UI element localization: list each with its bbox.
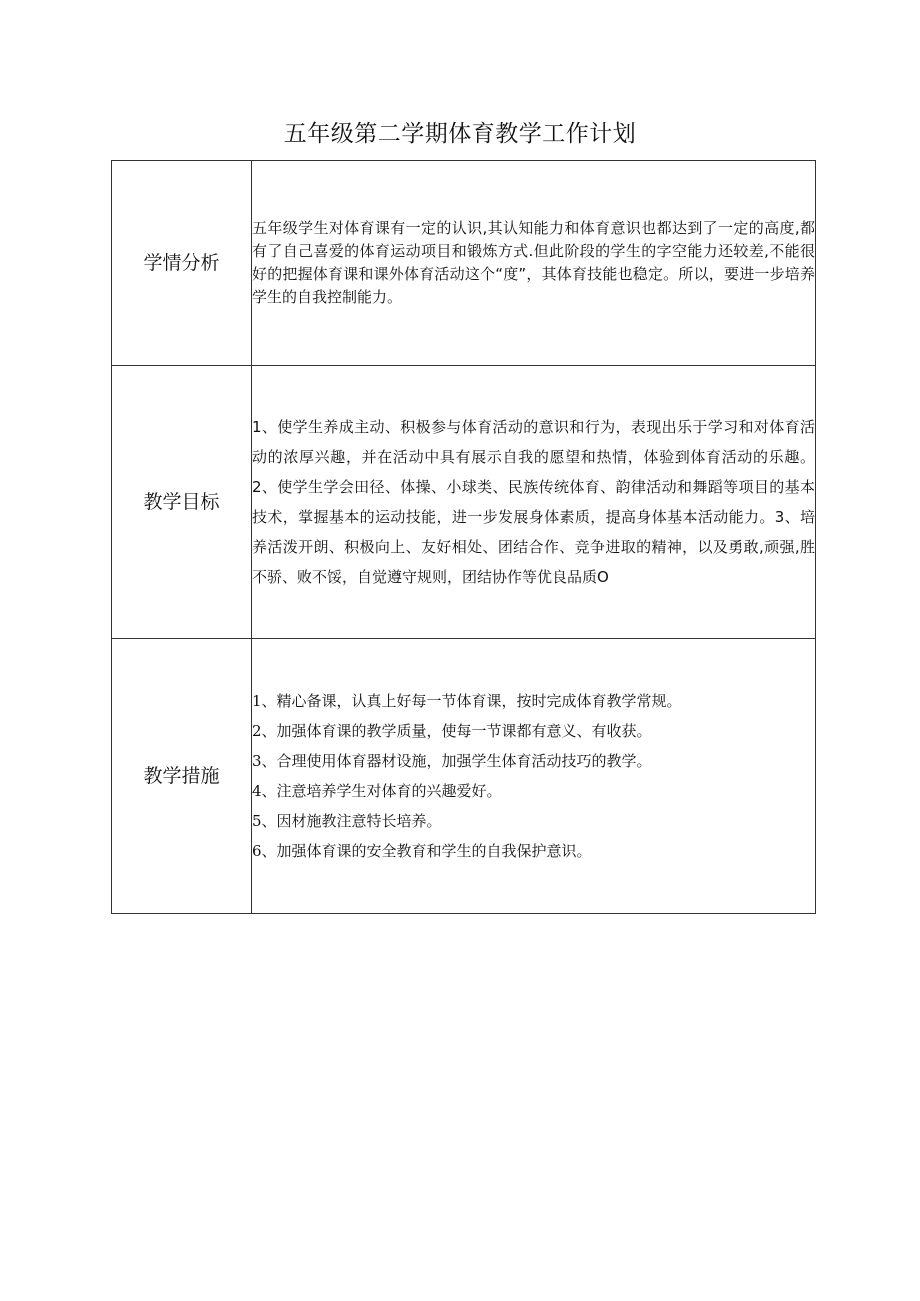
list-item-text: 、精心备课，认真上好每一节体育课，按时完成体育教学常规。 <box>261 692 682 710</box>
list-item-text: 、注意培养学生对体育的兴趣爱好。 <box>261 782 502 800</box>
page-title: 五年级第二学期体育教学工作计划 <box>283 121 637 147</box>
list-item <box>252 836 815 866</box>
table-row-goals <box>112 366 816 639</box>
analysis-label: 学情分析 <box>112 161 252 366</box>
list-item-number: 6 <box>252 842 262 860</box>
list-item-text: 、合理使用体育器材设施，加强学生体育活动技巧的教学。 <box>261 752 652 770</box>
measures-list <box>252 686 815 866</box>
list-item <box>252 806 815 836</box>
list-item <box>252 776 815 806</box>
list-item-number: 3 <box>252 752 262 770</box>
plan-table <box>111 160 816 914</box>
list-item-number: 1 <box>252 692 262 710</box>
table-row-measures <box>112 639 816 914</box>
list-item-text: 、加强体育课的安全教育和学生的自我保护意识。 <box>261 842 592 860</box>
list-item-number: 5 <box>252 812 262 830</box>
list-item-number: 4 <box>252 782 262 800</box>
measures-label: 教学措施 <box>112 639 252 914</box>
list-item <box>252 746 815 776</box>
goals-content <box>252 366 816 639</box>
measures-content <box>252 639 816 914</box>
analysis-text: 五年级学生对体育课有一定的认识,其认知能力和体育意识也都达到了一定的高度,都有了自己喜爱的体育运动项目和锻炼方式.但此阶段的学生的字空能力还较差,不能很好的把握体育课和课外体育活动这个“度”，其体育技能也稳定。所以，要进一步培养学生的自我控制能力。 <box>252 219 815 306</box>
list-item-text: 、因材施教注意特长培养。 <box>261 812 442 830</box>
analysis-content <box>252 161 816 366</box>
goals-text: 1、使学生养成主动、积极参与体育活动的意识和行为，表现出乐于学习和对体育活动的浓厚兴趣，并在活动中具有展示自我的愿望和热情，体验到体育活动的乐趣。2、使学生学会田径、体操、小球类、民族传统体育、韵律活动和舞蹈等项目的基本技术，掌握基本的运动技能，进一步发展身体素质，提高身体基本活动能力。3、培养活泼开朗、积极向上、友好相处、团结合作、竞争进取的精神，以及勇敢,顽强,胜不骄、败不馁，自觉遵守规则，团结协作等优良品质O <box>252 418 815 586</box>
list-item-text: 、加强体育课的教学质量，使每一节课都有意义、有收获。 <box>261 722 652 740</box>
list-item <box>252 686 815 716</box>
table-row-analysis <box>112 161 816 366</box>
list-item-number: 2 <box>252 722 262 740</box>
goals-label: 教学目标 <box>112 366 252 639</box>
list-item <box>252 716 815 746</box>
